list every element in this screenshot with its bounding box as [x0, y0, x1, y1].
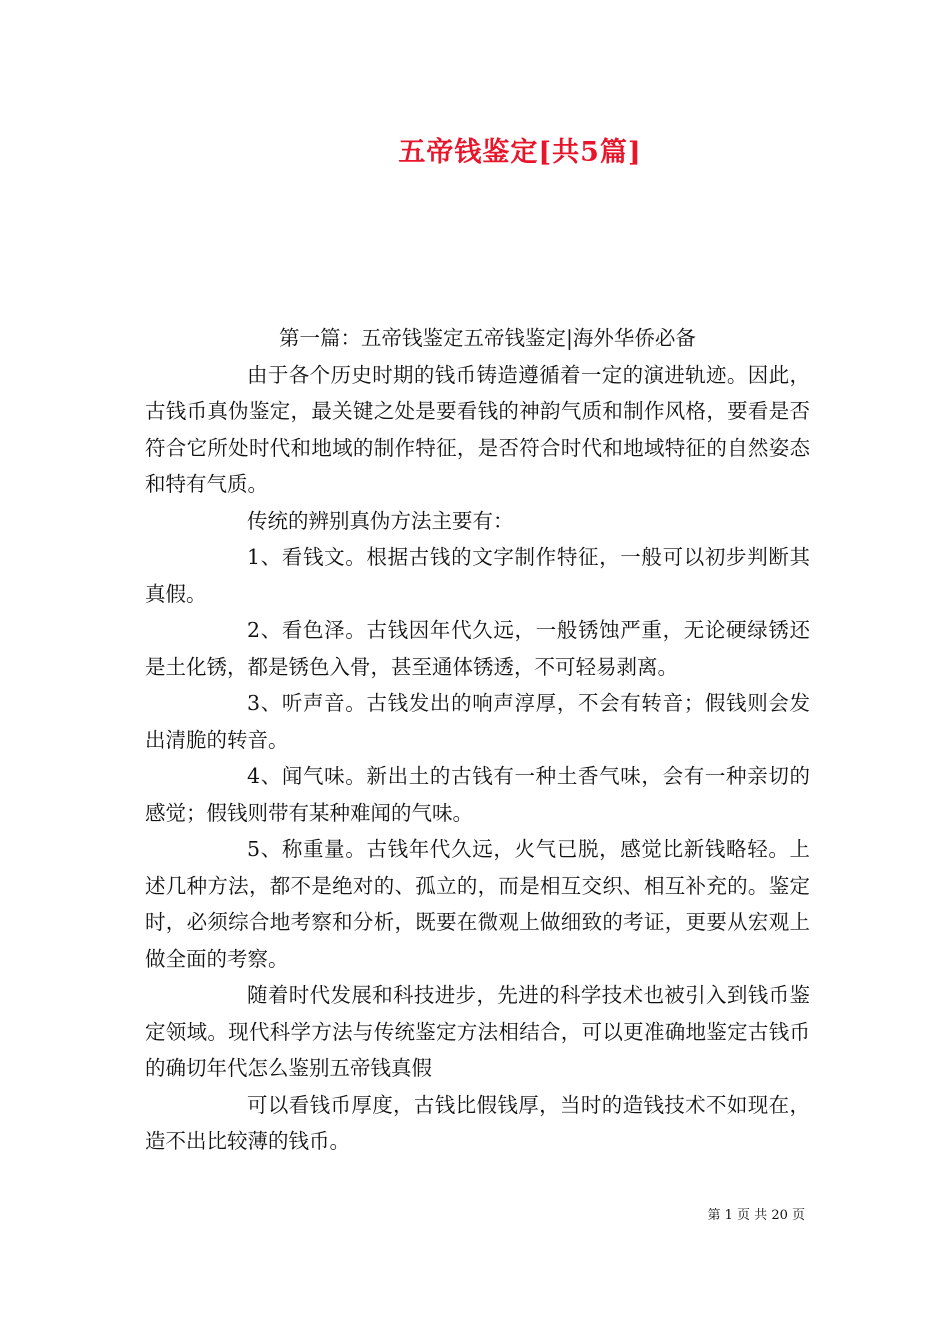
paragraph-method-4: 4、闻气味。新出土的古钱有一种土香气味，会有一种亲切的感觉；假钱则带有某种难闻的气味。 — [145, 764, 810, 825]
section-heading: 第一篇：五帝钱鉴定五帝钱鉴定|海外华侨必备 — [279, 326, 696, 350]
paragraph-methods-intro: 传统的辨别真伪方法主要有： — [247, 508, 514, 533]
paragraph-thickness: 可以看钱币厚度，古钱比假钱厚，当时的造钱技术不如现在，造不出比较薄的钱币。 — [145, 1092, 810, 1153]
document-title: 五帝钱鉴定[共5篇] — [398, 137, 642, 168]
paragraph-method-3: 3、听声音。古钱发出的响声淳厚，不会有转音；假钱则会发出清脆的转音。 — [145, 691, 810, 752]
paragraph-intro: 由于各个历史时期的钱币铸造遵循着一定的演进轨迹。因此，古钱币真伪鉴定，最关键之处是要看钱的神韵气质和制作风格，要看是否符合它所处时代和地域的制作特征，是否符合时代和地域特征的自然姿态和特有气质。 — [145, 362, 810, 496]
paragraph-modern-methods: 随着时代发展和科技进步，先进的科学技术也被引入到钱币鉴定领域。现代科学方法与传统鉴定方法相结合，可以更准确地鉴定古钱币的确切年代怎么鉴别五帝钱真假 — [145, 983, 810, 1080]
paragraph-method-1: 1、看钱文。根据古钱的文字制作特征，一般可以初步判断其真假。 — [145, 545, 810, 606]
paragraph-method-5: 5、称重量。古钱年代久远，火气已脱，感觉比新钱略轻。上述几种方法，都不是绝对的、孤立的，而是相互交织、相互补充的。鉴定时，必须综合地考察和分析，既要在微观上做细致的考证，更要从宏观上做全面的考察。 — [145, 837, 810, 971]
page-number-footer: 第 1 页 共 20 页 — [707, 1208, 805, 1223]
document-body — [145, 320, 810, 1160]
paragraph-method-2: 2、看色泽。古钱因年代久远，一般锈蚀严重，无论硬绿锈还是土化锈，都是锈色入骨，甚至通体锈透，不可轻易剥离。 — [145, 618, 810, 679]
